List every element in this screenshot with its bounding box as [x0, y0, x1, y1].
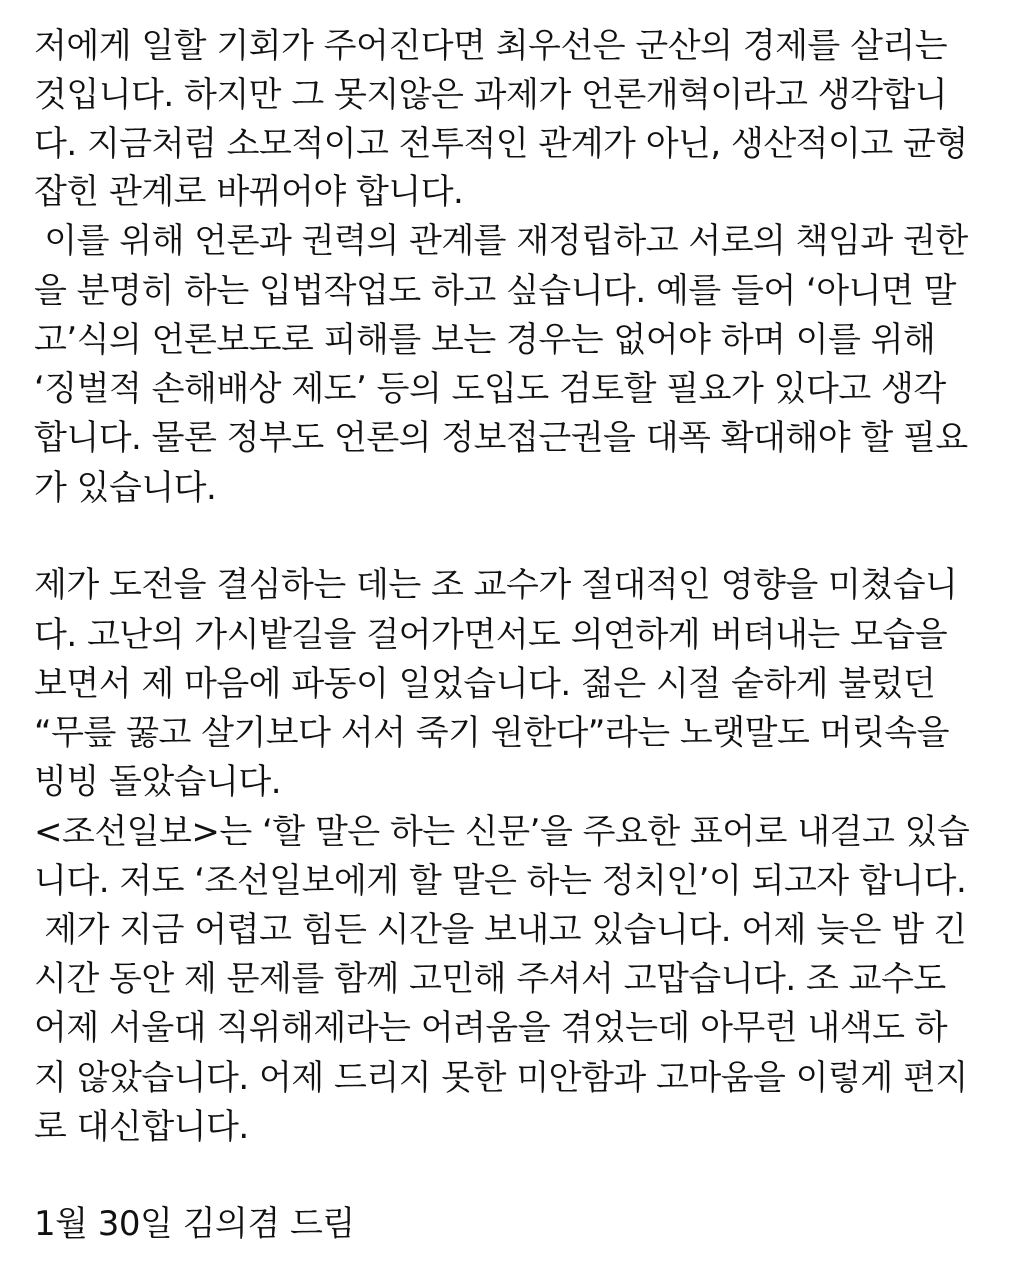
text-line: 제가 지금 어렵고 힘든 시간을 보내고 있습니다. 어제 늦은 밤 긴: [34, 910, 967, 950]
text-line: 고’식의 언론보도로 피해를 보는 경우는 없어야 하며 이를 위해: [34, 320, 936, 360]
text-line: “무릎 꿇고 살기보다 서서 죽기 원한다”라는 노랫말도 머릿속을: [34, 713, 949, 753]
text-line: 다. 고난의 가시밭길을 걸어가면서도 의연하게 버텨내는 모습을: [34, 615, 948, 655]
text-line: 합니다. 물론 정부도 언론의 정보접근권을 대폭 확대해야 할 필요: [34, 418, 968, 458]
text-line: 시간 동안 제 문제를 함께 고민해 주셔서 고맙습니다. 조 교수도: [34, 959, 946, 999]
text-line: 빙빙 돌았습니다.: [34, 762, 282, 802]
text-line: 이를 위해 언론과 권력의 관계를 재정립하고 서로의 책임과 권한: [34, 221, 968, 261]
text-line: 저에게 일할 기회가 주어진다면 최우선은 군산의 경제를 살리는: [34, 26, 948, 66]
text-line: 보면서 제 마음에 파동이 일었습니다. 젊은 시절 숱하게 불렀던: [34, 664, 936, 704]
text-line: 어제 서울대 직위해제라는 어려움을 겪었는데 아무런 내색도 하: [34, 1008, 948, 1048]
text-line: ‘징벌적 손해배상 제도’ 등의 도입도 검토할 필요가 있다고 생각: [34, 369, 946, 409]
text-line: 로 대신합니다.: [34, 1107, 249, 1147]
text-line: 것입니다. 하지만 그 못지않은 과제가 언론개혁이라고 생각합니: [34, 75, 948, 115]
text-line: 을 분명히 하는 입법작업도 하고 싶습니다. 예를 들어 ‘아니면 말: [34, 271, 956, 311]
text-line: 잡힌 관계로 바뀌어야 합니다.: [34, 172, 464, 212]
text-line: 제가 도전을 결심하는 데는 조 교수가 절대적인 영향을 미쳤습니: [34, 565, 958, 605]
signature-line: 1월 30일 김의겸 드림: [34, 1204, 355, 1244]
text-line: 지 않았습니다. 어제 드리지 못한 미안함과 고마움을 이렇게 편지: [34, 1058, 968, 1098]
text-line: <조선일보>는 ‘할 말은 하는 신문’을 주요한 표어로 내걸고 있습: [34, 812, 970, 852]
text-line: 다. 지금처럼 소모적이고 전투적인 관계가 아닌, 생산적이고 균형: [34, 124, 968, 164]
text-line: 가 있습니다.: [34, 468, 217, 508]
text-line: 니다. 저도 ‘조선일보에게 할 말은 하는 정치인’이 되고자 합니다.: [34, 861, 967, 901]
